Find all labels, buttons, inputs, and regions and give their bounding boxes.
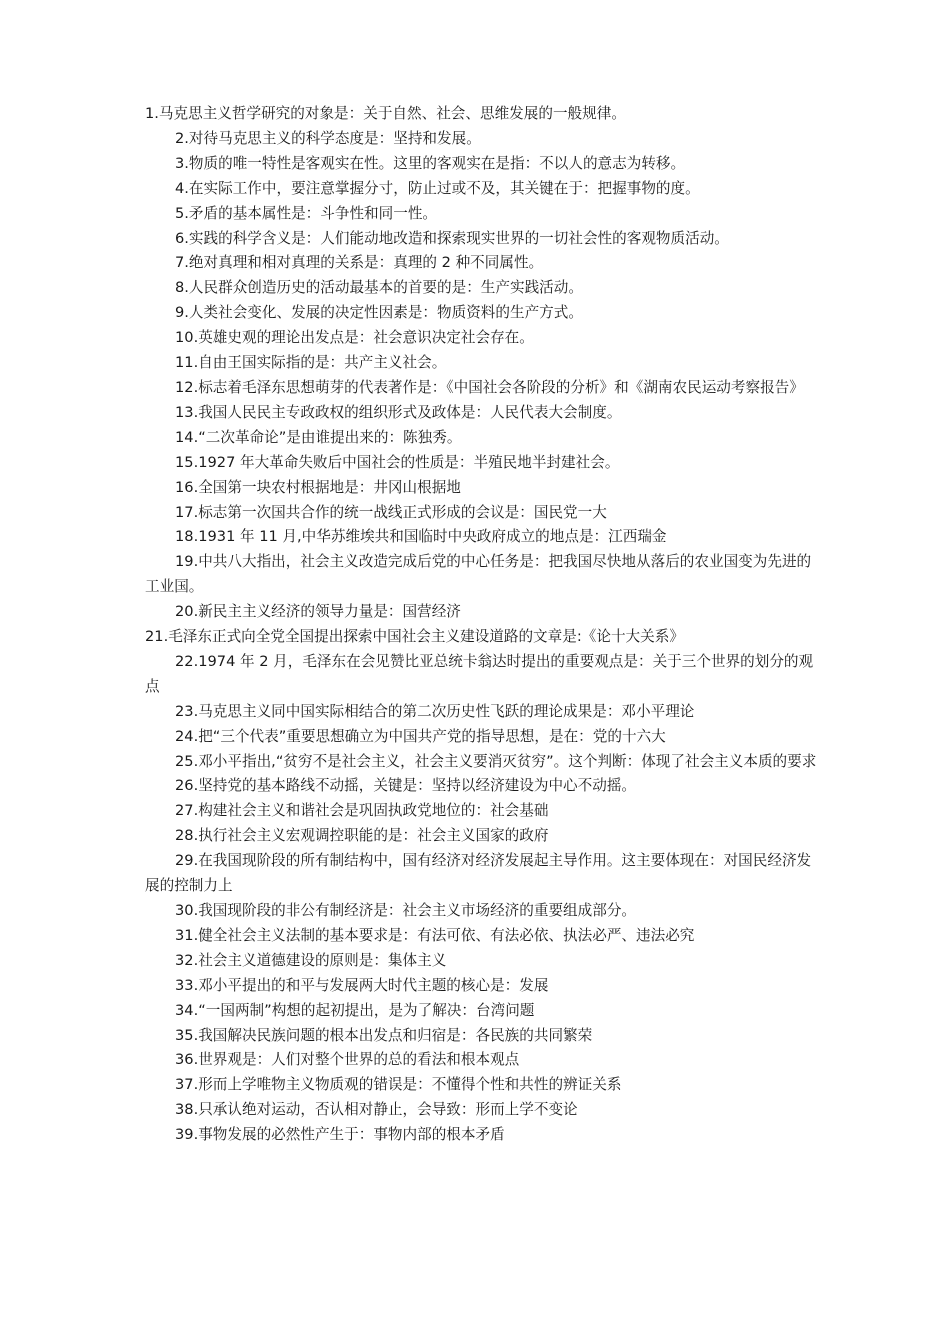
question-item: 10.英雄史观的理论出发点是：社会意识决定社会存在。: [175, 329, 534, 347]
question-item: 11.自由王国实际指的是：共产主义社会。: [175, 354, 447, 372]
document-body: [145, 102, 817, 1148]
question-item: 37.形而上学唯物主义物质观的错误是：不懂得个性和共性的辨证关系: [175, 1076, 622, 1094]
question-item: 5.矛盾的基本属性是：斗争性和同一性。: [175, 204, 438, 222]
question-item: 33.邓小平提出的和平与发展两大时代主题的核心是：发展: [175, 976, 549, 994]
question-item: 2.对待马克思主义的科学态度是：坚持和发展。: [175, 129, 481, 147]
question-item: 34.“一国两制”构想的起初提出，是为了解决：台湾问题: [175, 1001, 535, 1019]
question-item: 22.1974 年 2 月，毛泽东在会见赞比亚总统卡翁达时提出的重要观点是：关于三个世界的划分的观点: [145, 652, 814, 695]
question-item: 1.马克思主义哲学研究的对象是：关于自然、社会、思维发展的一般规律。: [145, 105, 626, 122]
question-item: 16.全国第一块农村根据地是：井冈山根据地: [175, 478, 461, 496]
question-item: 6.实践的科学含义是：人们能动地改造和探索现实世界的一切社会性的客观物质活动。: [175, 229, 729, 247]
question-item: 20.新民主主义经济的领导力量是：国营经济: [175, 603, 461, 621]
question-item: 17.标志第一次国共合作的统一战线正式形成的会议是：国民党一大: [175, 503, 607, 521]
question-item: 25.邓小平指出,“贫穷不是社会主义，社会主义要消灭贫穷”。这个判断：体现了社会主义本质的要求: [175, 752, 817, 770]
question-item: 24.把“三个代表”重要思想确立为中国共产党的指导思想，是在：党的十六大: [175, 727, 666, 745]
question-item: 15.1927 年大革命失败后中国社会的性质是：半殖民地半封建社会。: [175, 453, 620, 471]
question-item: 4.在实际工作中，要注意掌握分寸，防止过或不及，其关键在于：把握事物的度。: [175, 179, 700, 197]
question-item: 7.绝对真理和相对真理的关系是：真理的 2 种不同属性。: [175, 254, 544, 272]
question-item: 29.在我国现阶段的所有制结构中，国有经济对经济发展起主导作用。这主要体现在：对国民经济发展的控制力上: [145, 852, 812, 895]
question-item: 36.世界观是：人们对整个世界的总的看法和根本观点: [175, 1051, 520, 1069]
question-item: 18.1931 年 11 月,中华苏维埃共和国临时中央政府成立的地点是：江西瑞金: [175, 528, 667, 546]
question-item: 21.毛泽东正式向全党全国提出探索中国社会主义建设道路的文章是:《论十大关系》: [145, 628, 684, 646]
question-item: 3.物质的唯一特性是客观实在性。这里的客观实在是指：不以人的意志为转移。: [175, 154, 686, 172]
question-item: 23.马克思主义同中国实际相结合的第二次历史性飞跃的理论成果是：邓小平理论: [175, 702, 695, 720]
question-item: 27.构建社会主义和谐社会是巩固执政党地位的：社会基础: [175, 802, 549, 820]
question-item: 9.人类社会变化、发展的决定性因素是：物质资料的生产方式。: [175, 304, 583, 322]
question-item: 31.健全社会主义法制的基本要求是：有法可依、有法必依、执法必严、违法必究: [175, 926, 695, 944]
question-item: 12.标志着毛泽东思想萌芽的代表著作是：《中国社会各阶段的分析》和《湖南农民运动考察报告》: [175, 378, 804, 396]
question-item: 26.坚持党的基本路线不动摇，关键是：坚持以经济建设为中心不动摇。: [175, 777, 637, 795]
question-item: 30.我国现阶段的非公有制经济是：社会主义市场经济的重要组成部分。: [175, 902, 637, 919]
question-item: 32.社会主义道德建设的原则是：集体主义: [175, 951, 447, 969]
question-item: 38.只承认绝对运动，否认相对静止，会导致：形而上学不变论: [175, 1101, 578, 1119]
question-item: 35.我国解决民族问题的根本出发点和归宿是：各民族的共同繁荣: [175, 1026, 593, 1044]
question-item: 13.我国人民民主专政政权的组织形式及政体是：人民代表大会制度。: [175, 403, 622, 421]
question-item: 28.执行社会主义宏观调控职能的是：社会主义国家的政府: [175, 827, 549, 845]
question-item: 8.人民群众创造历史的活动最基本的首要的是：生产实践活动。: [175, 279, 583, 297]
question-item: 19.中共八大指出，社会主义改造完成后党的中心任务是：把我国尽快地从落后的农业国变为先进的工业国。: [145, 553, 812, 596]
question-item: 14.“二次革命论”是由谁提出来的：陈独秀。: [175, 428, 462, 446]
question-item: 39.事物发展的必然性产生于：事物内部的根本矛盾: [175, 1126, 505, 1144]
